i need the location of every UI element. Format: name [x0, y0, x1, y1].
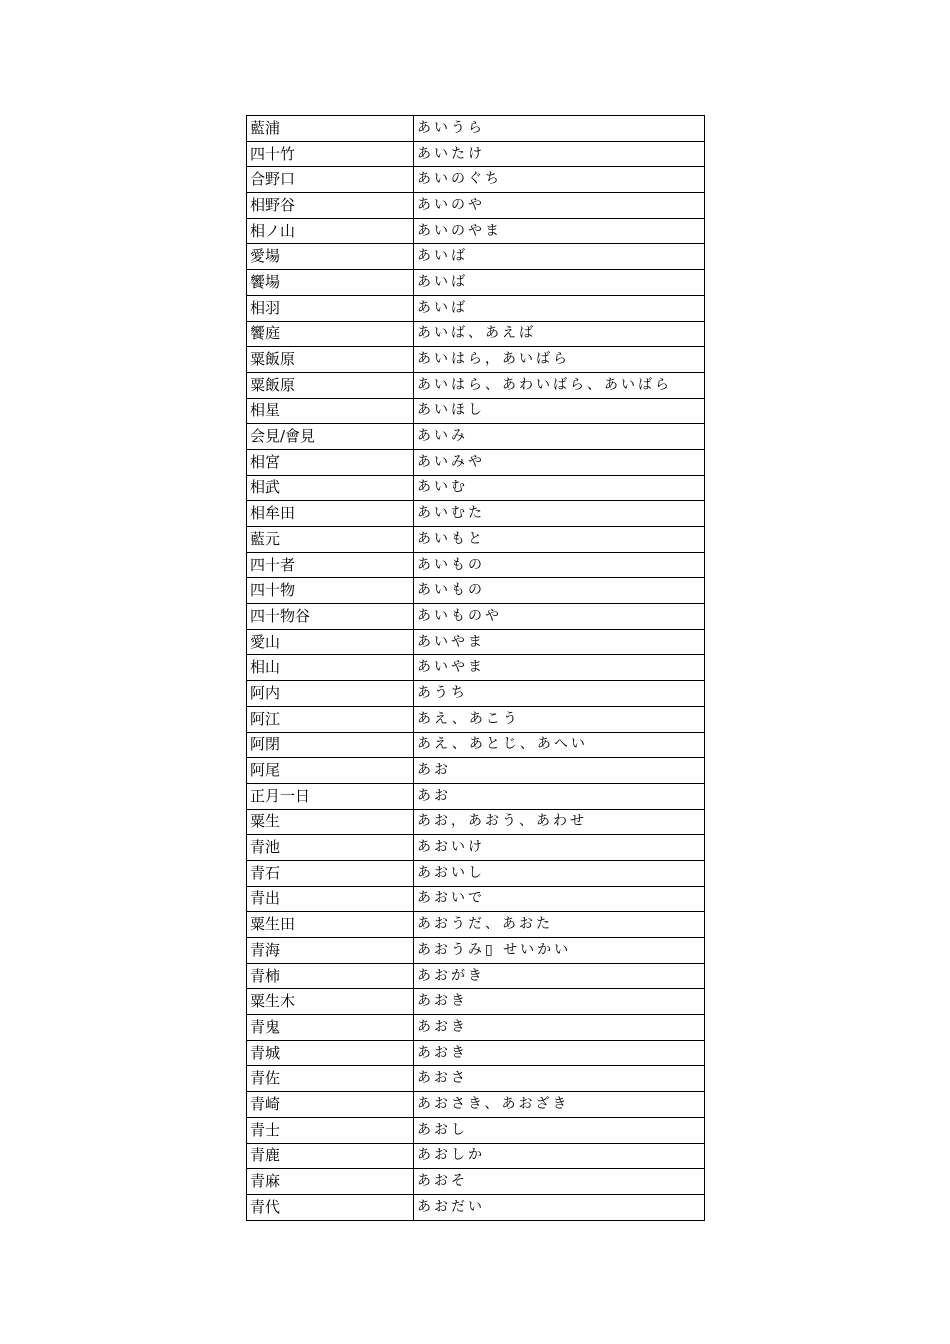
surname-reading-cell: あいみや — [414, 449, 705, 475]
surname-reading-cell: あおいけ — [414, 835, 705, 861]
surname-reading-cell: あえ、あこう — [414, 706, 705, 732]
table-row — [247, 475, 705, 501]
table-row — [247, 449, 705, 475]
surname-kanji-cell: 青麻 — [247, 1169, 414, 1195]
surname-kanji-cell: 会見/會見 — [247, 424, 414, 450]
surname-reading-cell: あいもの — [414, 578, 705, 604]
surname-kanji-cell: 合野口 — [247, 167, 414, 193]
surname-kanji-cell: 阿江 — [247, 706, 414, 732]
table-row — [247, 732, 705, 758]
surname-reading-cell: あおうだ、あおた — [414, 912, 705, 938]
surname-reading-cell: あおき — [414, 1040, 705, 1066]
surname-reading-cell: あいむた — [414, 501, 705, 527]
surname-kanji-cell: 青石 — [247, 860, 414, 886]
surname-kanji-cell: 相武 — [247, 475, 414, 501]
surname-reading-cell: あいものや — [414, 604, 705, 630]
table-row — [247, 886, 705, 912]
surname-reading-cell: あおそ — [414, 1169, 705, 1195]
surname-kanji-cell: 青鹿 — [247, 1143, 414, 1169]
table-row — [247, 116, 705, 142]
surname-kanji-cell: 青海 — [247, 938, 414, 964]
surname-reading-cell: あいみ — [414, 424, 705, 450]
table-row — [247, 758, 705, 784]
table-row — [247, 835, 705, 861]
surname-reading-cell: あおうみ▯ せいかい — [414, 938, 705, 964]
surname-reading-cell: あえ、あとじ、あへい — [414, 732, 705, 758]
surname-kanji-cell: 相牟田 — [247, 501, 414, 527]
surname-reading-cell: あおがき — [414, 963, 705, 989]
surname-kanji-cell: 四十物谷 — [247, 604, 414, 630]
surname-kanji-cell: 相山 — [247, 655, 414, 681]
surname-reading-cell: あいはら、あわいばら、あいばら — [414, 372, 705, 398]
table-row — [247, 398, 705, 424]
surname-reading-cell: あいやま — [414, 629, 705, 655]
surname-reading-cell: あおいで — [414, 886, 705, 912]
table-row — [247, 963, 705, 989]
surname-reading-cell: あいのやま — [414, 218, 705, 244]
table-row — [247, 629, 705, 655]
surname-kanji-cell: 粟生 — [247, 809, 414, 835]
table-row — [247, 681, 705, 707]
table-row — [247, 1194, 705, 1220]
surname-kanji-cell: 青士 — [247, 1117, 414, 1143]
surname-reading-cell: あおき — [414, 989, 705, 1015]
surname-kanji-cell: 四十者 — [247, 552, 414, 578]
surname-kanji-cell: 藍浦 — [247, 116, 414, 142]
surname-kanji-cell: 饗場 — [247, 270, 414, 296]
surname-reading-cell: あおさき、あおざき — [414, 1092, 705, 1118]
surname-kanji-cell: 相野谷 — [247, 193, 414, 219]
surname-kanji-cell: 青佐 — [247, 1066, 414, 1092]
table-row — [247, 347, 705, 373]
surname-kanji-cell: 相星 — [247, 398, 414, 424]
surname-kanji-cell: 四十物 — [247, 578, 414, 604]
surname-reading-cell: あいのぐち — [414, 167, 705, 193]
table-row — [247, 321, 705, 347]
surname-reading-cell: あいば — [414, 270, 705, 296]
surname-kanji-cell: 相ノ山 — [247, 218, 414, 244]
surname-reading-cell: あおし — [414, 1117, 705, 1143]
surname-kanji-cell: 青出 — [247, 886, 414, 912]
surname-reading-cell: あお — [414, 783, 705, 809]
table-row — [247, 938, 705, 964]
surname-reading-cell: あいもの — [414, 552, 705, 578]
surname-reading-cell: あいもと — [414, 527, 705, 553]
table-row — [247, 706, 705, 732]
table-row — [247, 141, 705, 167]
surname-reading-cell: あおいし — [414, 860, 705, 886]
surname-reading-cell: あいやま — [414, 655, 705, 681]
surname-reading-cell: あおさ — [414, 1066, 705, 1092]
surname-kanji-cell: 青池 — [247, 835, 414, 861]
table-row — [247, 372, 705, 398]
table-row — [247, 527, 705, 553]
surname-kanji-cell: 愛場 — [247, 244, 414, 270]
surname-kanji-cell: 相宮 — [247, 449, 414, 475]
surname-kanji-cell: 青城 — [247, 1040, 414, 1066]
table-row — [247, 193, 705, 219]
table-row — [247, 424, 705, 450]
table-row — [247, 860, 705, 886]
table-row — [247, 578, 705, 604]
surname-kanji-cell: 青崎 — [247, 1092, 414, 1118]
surname-reading-table — [246, 115, 705, 1221]
table-row — [247, 1143, 705, 1169]
surname-kanji-cell: 四十竹 — [247, 141, 414, 167]
table-body — [247, 116, 705, 1221]
table-row — [247, 809, 705, 835]
table-row — [247, 270, 705, 296]
table-row — [247, 218, 705, 244]
surname-kanji-cell: 青柿 — [247, 963, 414, 989]
surname-reading-cell: あいむ — [414, 475, 705, 501]
table-row — [247, 989, 705, 1015]
surname-reading-cell: あお — [414, 758, 705, 784]
table-row — [247, 1066, 705, 1092]
surname-kanji-cell: 愛山 — [247, 629, 414, 655]
surname-kanji-cell: 藍元 — [247, 527, 414, 553]
surname-reading-cell: あいば — [414, 295, 705, 321]
table-row — [247, 552, 705, 578]
surname-kanji-cell: 阿尾 — [247, 758, 414, 784]
table-row — [247, 604, 705, 630]
surname-reading-cell: あうち — [414, 681, 705, 707]
table-row — [247, 1169, 705, 1195]
surname-kanji-cell: 粟飯原 — [247, 372, 414, 398]
surname-reading-cell: あいほし — [414, 398, 705, 424]
surname-reading-cell: あいのや — [414, 193, 705, 219]
surname-reading-cell: あいうら — [414, 116, 705, 142]
table-row — [247, 1092, 705, 1118]
table-row — [247, 167, 705, 193]
table-row — [247, 501, 705, 527]
surname-reading-cell: あお，あおう、あわせ — [414, 809, 705, 835]
table-row — [247, 1015, 705, 1041]
surname-reading-cell: あいはら，あいばら — [414, 347, 705, 373]
surname-kanji-cell: 粟生田 — [247, 912, 414, 938]
table-row — [247, 244, 705, 270]
surname-kanji-cell: 正月一日 — [247, 783, 414, 809]
surname-kanji-cell: 饗庭 — [247, 321, 414, 347]
table-row — [247, 912, 705, 938]
surname-reading-cell: あいば、あえば — [414, 321, 705, 347]
surname-reading-cell: あおだい — [414, 1194, 705, 1220]
table-row — [247, 655, 705, 681]
surname-reading-cell: あいば — [414, 244, 705, 270]
surname-kanji-cell: 阿閉 — [247, 732, 414, 758]
surname-kanji-cell: 粟生木 — [247, 989, 414, 1015]
surname-reading-cell: あおき — [414, 1015, 705, 1041]
surname-kanji-cell: 青代 — [247, 1194, 414, 1220]
surname-kanji-cell: 相羽 — [247, 295, 414, 321]
surname-kanji-cell: 粟飯原 — [247, 347, 414, 373]
surname-kanji-cell: 阿内 — [247, 681, 414, 707]
table-row — [247, 1040, 705, 1066]
table-row — [247, 783, 705, 809]
surname-reading-cell: あおしか — [414, 1143, 705, 1169]
table-row — [247, 295, 705, 321]
surname-kanji-cell: 青鬼 — [247, 1015, 414, 1041]
table-row — [247, 1117, 705, 1143]
surname-reading-cell: あいたけ — [414, 141, 705, 167]
